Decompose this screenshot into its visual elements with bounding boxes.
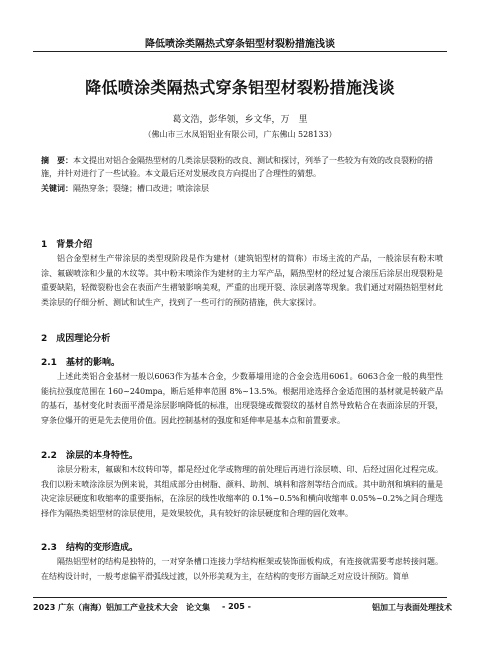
- authors: 葛文浩，彭华领，乡文华，万 里: [172, 115, 308, 125]
- abstract-text: 本文提出对铝合金隔热型材的几类涂层裂粉的改良、测试和探讨，列举了一些较为有效的改良裂粉的措施，并针对进行了一些试验。本文最后还对发展改良方向提出了合理性的猜想。: [41, 156, 433, 178]
- section-heading-coating: 2.2 涂层的本身特性。: [41, 451, 138, 461]
- running-header: 降低喷涂类隔热式穿条铝型材裂粉措施浅谈: [145, 39, 335, 50]
- footer-rule: [33, 597, 447, 598]
- section-heading-substrate: 2.1 基材的影响。: [41, 358, 120, 368]
- footer-conference: 2023 广东（南海）铝加工产业技术大会 论文集: [33, 603, 211, 612]
- keywords: [41, 182, 443, 195]
- paragraph-substrate: 上述此类铝合金基材一般以6063作为基本合金，少数幕墙用途的合金会选用6061。6063合金一般的典型性能抗拉强度范围在 160~240mpa，断后延伸率范围 8%~13.5%。根据用途选择合金适范围的基材就是转破产品的基石，基材变化时表面平滑是涂层影响降低的标准，出现裂缝或微裂纹的基材自然导致粘合在表面涂层的开裂，穿条位爆开的更是先去使用价值。因此控制基材的强度和延伸率是基本点和前置要求。: [41, 372, 443, 425]
- paragraph-structure: 隔热铝型材的结构是独特的，一对穿条槽口连接力学结构框架或装饰面板构成，有连接就需要考虑转接问题。在结构设计时，一般考虑偏平滑弧线过渡，以外形美观为主，在结构的变形方面缺乏对应设计预防。简单: [41, 557, 443, 581]
- section-heading-background: 1 背景介绍: [41, 240, 93, 250]
- header-rule: [33, 51, 447, 52]
- paragraph-coating: 涂层分粉末，氟碳和木纹转印等，都是经过化学或物理的前处理后再进行涂层喷、印、后经过固化过程完成。我们以粉末喷涂涂层为例来说，其组成部分由树脂、颜料、助剂、填料和溶剂等结合而成。其中助剂和填料的量是决定涂层硬度和收缩率的重要指标，在涂层的线性收缩率的 0.1%~0.5%和横向收缩率 0.05%~0.2%之间合理选择作为隔热类铝型材的涂层使用，是效果较优，具有较好的涂层硬度和合理的固化效率。: [41, 465, 443, 518]
- keywords-label: 关键词：: [41, 184, 73, 193]
- abstract: [41, 154, 443, 180]
- paragraph-background: 铝合金型材生产带涂层的类型现阶段是作为建材（建筑铝型材的简称）市场主流的产品，一般涂层有粉末喷涂、氟碳喷涂和少量的木纹等。其中粉末喷涂作为建材的主力军产品，隔热型材的经过复合滚压后涂层出现裂粉是重要缺陷，轻微裂粉也会在表面产生褶皱影响美观，严重的出现开裂、涂层剥落等现象。我们通过对隔热铝型材此类涂层的仔细分析、测试和试生产，找到了一些可行的预防措施，供大家探讨。: [41, 254, 443, 307]
- section-heading-cause-analysis: 2 成因理论分析: [41, 334, 111, 344]
- paper-title: 降低喷涂类隔热式穿条铝型材裂粉措施浅谈: [85, 78, 395, 97]
- section-heading-structure: 2.3 结构的变形造成。: [41, 543, 138, 553]
- affiliation: （佛山市三水凤铝铝业有限公司，广东佛山 528133）: [143, 130, 337, 139]
- footer-page-number: - 205 -: [222, 602, 251, 611]
- abstract-label: 摘 要：: [41, 156, 73, 165]
- footer-journal: 铝加工与表面处理技术: [372, 603, 452, 612]
- keywords-text: 隔热穿条；裂缝；槽口改进；喷涂涂层: [73, 184, 209, 193]
